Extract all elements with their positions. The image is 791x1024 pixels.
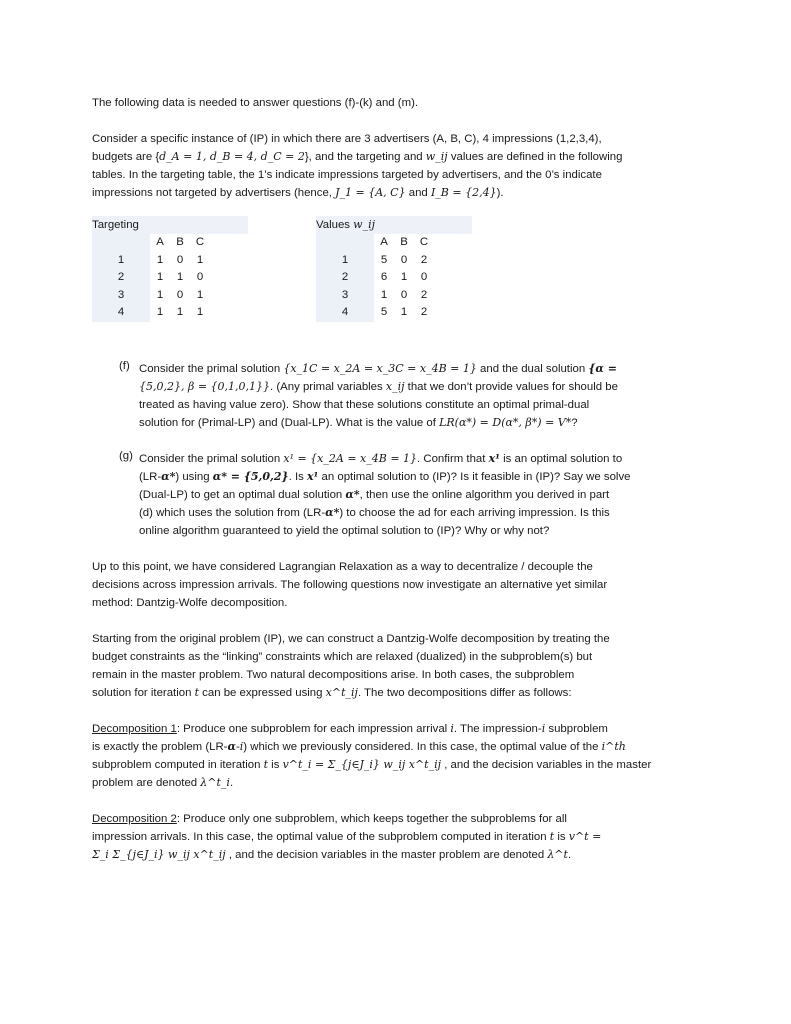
corner-cell <box>92 234 150 252</box>
text-run: impression arrivals. In this case, the optimal value of the subproblem computed in iteration <box>92 831 550 843</box>
text-run: . Confirm that <box>417 453 489 465</box>
tables-area <box>92 216 696 328</box>
lambda-t-i-math: λ^t_i <box>200 776 230 789</box>
row-label: 2 <box>316 269 374 287</box>
text-run: (d) which uses the solution from (LR- <box>139 507 326 519</box>
decomp1-line-1 <box>92 720 696 738</box>
text-run: . <box>229 777 234 789</box>
text-run: . (Any primal variables <box>270 381 386 393</box>
text-run: and <box>405 187 431 199</box>
targeting-table <box>92 234 210 322</box>
table-cell: 2 <box>414 304 434 322</box>
i-th-math: i^th <box>601 740 626 753</box>
text-run: problem are denoted <box>92 777 201 789</box>
text-run: is an optimal solution to <box>499 453 623 465</box>
x1-math: x¹ <box>488 452 500 465</box>
dw-line-2: budget constraints as the “linking” constraints which are relaxed (dualized) in the subproblem(s) but <box>92 651 593 663</box>
part-g-line-4 <box>139 504 696 522</box>
col-header: A <box>374 234 394 252</box>
row-label: 3 <box>316 287 374 305</box>
alpha-star-math: α* <box>325 506 340 519</box>
x-t-ij-math: x^t_ij <box>325 686 358 699</box>
dw-line-3: remain in the master problem. Two natural decompositions arise. In both cases, the subproblem <box>92 669 575 681</box>
text-run: - <box>235 741 240 753</box>
text-run: . The impression- <box>453 723 542 735</box>
part-f-line-4 <box>139 414 696 432</box>
decomp2-line-1 <box>92 810 696 828</box>
table-cell: 1 <box>150 252 170 270</box>
lagrangian-paragraph <box>92 558 696 612</box>
x1-solution-math: x¹ = {x_2A = x_4B = 1} <box>283 452 418 465</box>
table-cell: 0 <box>190 269 210 287</box>
values-title-math: w_ij <box>353 218 376 231</box>
decomp1-title: Decomposition 1 <box>92 723 177 735</box>
col-header: B <box>394 234 414 252</box>
text-run: ) to choose the ad for each arriving impression. Is this <box>339 507 610 519</box>
consider-line-2 <box>92 148 696 166</box>
text-run: subproblem <box>545 723 608 735</box>
text-run: }, and the targeting and <box>304 151 426 163</box>
part-g-line-1 <box>139 450 696 468</box>
i-math: i <box>239 740 244 753</box>
x1-math: x¹ <box>306 470 319 483</box>
part-f-label: (f) <box>119 360 130 372</box>
text-run: is <box>554 831 569 843</box>
dantzig-wolfe-paragraph <box>92 630 696 702</box>
table-row <box>92 252 210 270</box>
table-row <box>316 304 434 322</box>
col-header: C <box>414 234 434 252</box>
table-row <box>92 304 210 322</box>
alpha-star-math: α* <box>345 488 360 501</box>
text-run: is <box>268 759 283 771</box>
text-run: subproblem computed in iteration <box>92 759 264 771</box>
t-math: t <box>194 686 199 699</box>
lr-line-3: method: Dantzig-Wolfe decomposition. <box>92 597 288 609</box>
text-run: , and the decision variables in the master <box>441 759 652 771</box>
targeting-title: Targeting <box>92 219 139 231</box>
targeting-table-block <box>92 216 262 328</box>
dual-solution-math: {5,0,2}, β = {0,1,0,1}} <box>139 380 271 393</box>
document-page-lower <box>92 360 696 864</box>
table-cell: 1 <box>190 304 210 322</box>
text-run: , and the decision variables in the master problem are denoted <box>225 849 548 861</box>
col-header: C <box>190 234 210 252</box>
values-title <box>316 216 375 234</box>
decomp1-line-2 <box>92 738 696 756</box>
values-table-block <box>316 216 486 328</box>
j1-math: J_1 = {A, C} <box>335 186 406 199</box>
dw-line-4 <box>92 684 696 702</box>
part-g <box>92 450 696 540</box>
text-run: (Dual-LP) to get an optimal dual solution <box>139 489 346 501</box>
text-run: solution for (Primal-LP) and (Dual-LP). What is the value of <box>139 417 440 429</box>
text-run: and the dual solution <box>476 363 589 375</box>
table-cell: 6 <box>374 269 394 287</box>
table-cell: 5 <box>374 252 394 270</box>
row-label: 3 <box>92 287 150 305</box>
lr-value-math: LR(α*) = D(α*, β*) = V* <box>439 416 572 429</box>
lr-line-2: decisions across impression arrivals. The following questions now investigate an alternative yet similar <box>92 579 608 591</box>
decomp1-line-4 <box>92 774 696 792</box>
row-label: 2 <box>92 269 150 287</box>
table-row <box>316 252 434 270</box>
values-table <box>316 234 434 322</box>
v-t-math: v^t = <box>568 830 602 843</box>
text-run: Consider the primal solution <box>139 453 284 465</box>
consider-line-3: tables. In the targeting table, the 1’s indicate impressions targeted by advertisers, and the 0’s indicate <box>92 169 602 181</box>
table-cell: 0 <box>170 252 190 270</box>
alpha-star-math: α* <box>161 470 176 483</box>
consider-line-4 <box>92 184 696 202</box>
table-cell: 5 <box>374 304 394 322</box>
text-run: is exactly the problem (LR- <box>92 741 228 753</box>
text-run: : Produce one subproblem for each impression arrival <box>176 723 451 735</box>
table-cell: 1 <box>150 269 170 287</box>
part-g-label: (g) <box>119 450 133 462</box>
row-label: 4 <box>92 304 150 322</box>
table-cell: 1 <box>374 287 394 305</box>
table-row <box>92 287 210 305</box>
table-row <box>316 269 434 287</box>
text-run: . Is <box>288 471 307 483</box>
values-title-text: Values <box>316 219 350 231</box>
decomp1-line-3 <box>92 756 696 774</box>
table-cell: 1 <box>170 304 190 322</box>
part-f-line-1 <box>139 360 696 378</box>
sum-math: Σ_i Σ_{j∈J_i} w_ij x^t_ij <box>92 848 226 861</box>
text-run: ) which we previously considered. In this case, the optimal value of the <box>243 741 602 753</box>
table-cell: 0 <box>414 269 434 287</box>
table-row <box>316 287 434 305</box>
part-g-line-2 <box>139 468 696 486</box>
alpha-star-value-math: α* = {5,0,2} <box>212 470 289 483</box>
v-t-i-math: v^t_i = Σ_{j∈J_i} w_ij x^t_ij <box>282 758 442 771</box>
consider-line-1: Consider a specific instance of (IP) in which there are 3 advertisers (A, B, C), 4 impressions (1,2,3,4), <box>92 133 602 145</box>
text-run: (LR- <box>139 471 162 483</box>
row-label: 1 <box>92 252 150 270</box>
w-ij-math: w_ij <box>425 150 448 163</box>
ib-math: I_B = {2,4} <box>430 186 497 199</box>
corner-cell <box>316 234 374 252</box>
table-cell: 0 <box>394 287 414 305</box>
part-f <box>92 360 696 432</box>
table-cell: 1 <box>394 304 414 322</box>
text-run: , then use the online algorithm you derived in part <box>359 489 610 501</box>
text-run: that we don’t provide values for should be <box>404 381 618 393</box>
table-cell: 1 <box>190 252 210 270</box>
table-cell: 1 <box>170 269 190 287</box>
text-run: Consider the primal solution <box>139 363 284 375</box>
text-run: : Produce only one subproblem, which keeps together the subproblems for all <box>176 813 567 825</box>
table-cell: 1 <box>150 304 170 322</box>
table-cell: 0 <box>170 287 190 305</box>
text-run: ) using <box>175 471 213 483</box>
table-cell: 2 <box>414 252 434 270</box>
table-cell: 1 <box>150 287 170 305</box>
decomp2-title: Decomposition 2 <box>92 813 177 825</box>
table-cell: 1 <box>190 287 210 305</box>
text-run: impressions not targeted by advertisers (hence, <box>92 187 336 199</box>
lambda-t-math: λ^t <box>547 848 568 861</box>
t-math: t <box>549 830 555 843</box>
text-run: solution for iteration <box>92 687 195 699</box>
table-row <box>92 269 210 287</box>
decomposition-1 <box>92 720 696 792</box>
row-label: 1 <box>316 252 374 270</box>
text-run: ). <box>496 187 504 199</box>
part-g-line-3 <box>139 486 696 504</box>
table-cell: 2 <box>414 287 434 305</box>
part-f-line-3: treated as having value zero). Show that these solutions constitute an optimal primal-dual <box>139 399 590 411</box>
consider-paragraph <box>92 130 696 202</box>
i-math: i <box>450 722 454 735</box>
text-run: an optimal solution to (IP)? Is it feasible in (IP)? Say we solve <box>318 471 631 483</box>
text-run: values are defined in the following <box>447 151 623 163</box>
decomp2-line-2 <box>92 828 696 846</box>
part-g-line-5: online algorithm guaranteed to yield the optimal solution to (IP)? Why or why not? <box>139 525 550 537</box>
intro-text: The following data is needed to answer questions (f)-(k) and (m). <box>92 97 419 109</box>
col-header: A <box>150 234 170 252</box>
alpha-math: α <box>227 740 236 753</box>
budgets-math: d_A = 1, d_B = 4, d_C = 2 <box>159 150 305 163</box>
decomp2-line-3 <box>92 846 696 864</box>
dw-line-1: Starting from the original problem (IP), we can construct a Dantzig-Wolfe decomposition by treating the <box>92 633 610 645</box>
text-run: can be expressed using <box>199 687 326 699</box>
alpha-math: {α = <box>588 362 617 375</box>
decomposition-2 <box>92 810 696 864</box>
text-run: . <box>567 849 572 861</box>
primal-solution-math: {x_1C = x_2A = x_3C = x_4B = 1} <box>283 362 477 375</box>
document-page <box>92 94 696 202</box>
x-ij-math: x_ij <box>385 380 405 393</box>
text-run: budgets are { <box>92 151 160 163</box>
lr-line-1: Up to this point, we have considered Lagrangian Relaxation as a way to decentralize / decouple the <box>92 561 593 573</box>
text-run: . The two decompositions differ as follows: <box>357 687 572 699</box>
col-header: B <box>170 234 190 252</box>
t-math: t <box>263 758 269 771</box>
table-cell: 1 <box>394 269 414 287</box>
text-run: ? <box>571 417 578 429</box>
row-label: 4 <box>316 304 374 322</box>
i-math: i <box>541 722 546 735</box>
part-f-line-2 <box>139 378 696 396</box>
table-cell: 0 <box>394 252 414 270</box>
